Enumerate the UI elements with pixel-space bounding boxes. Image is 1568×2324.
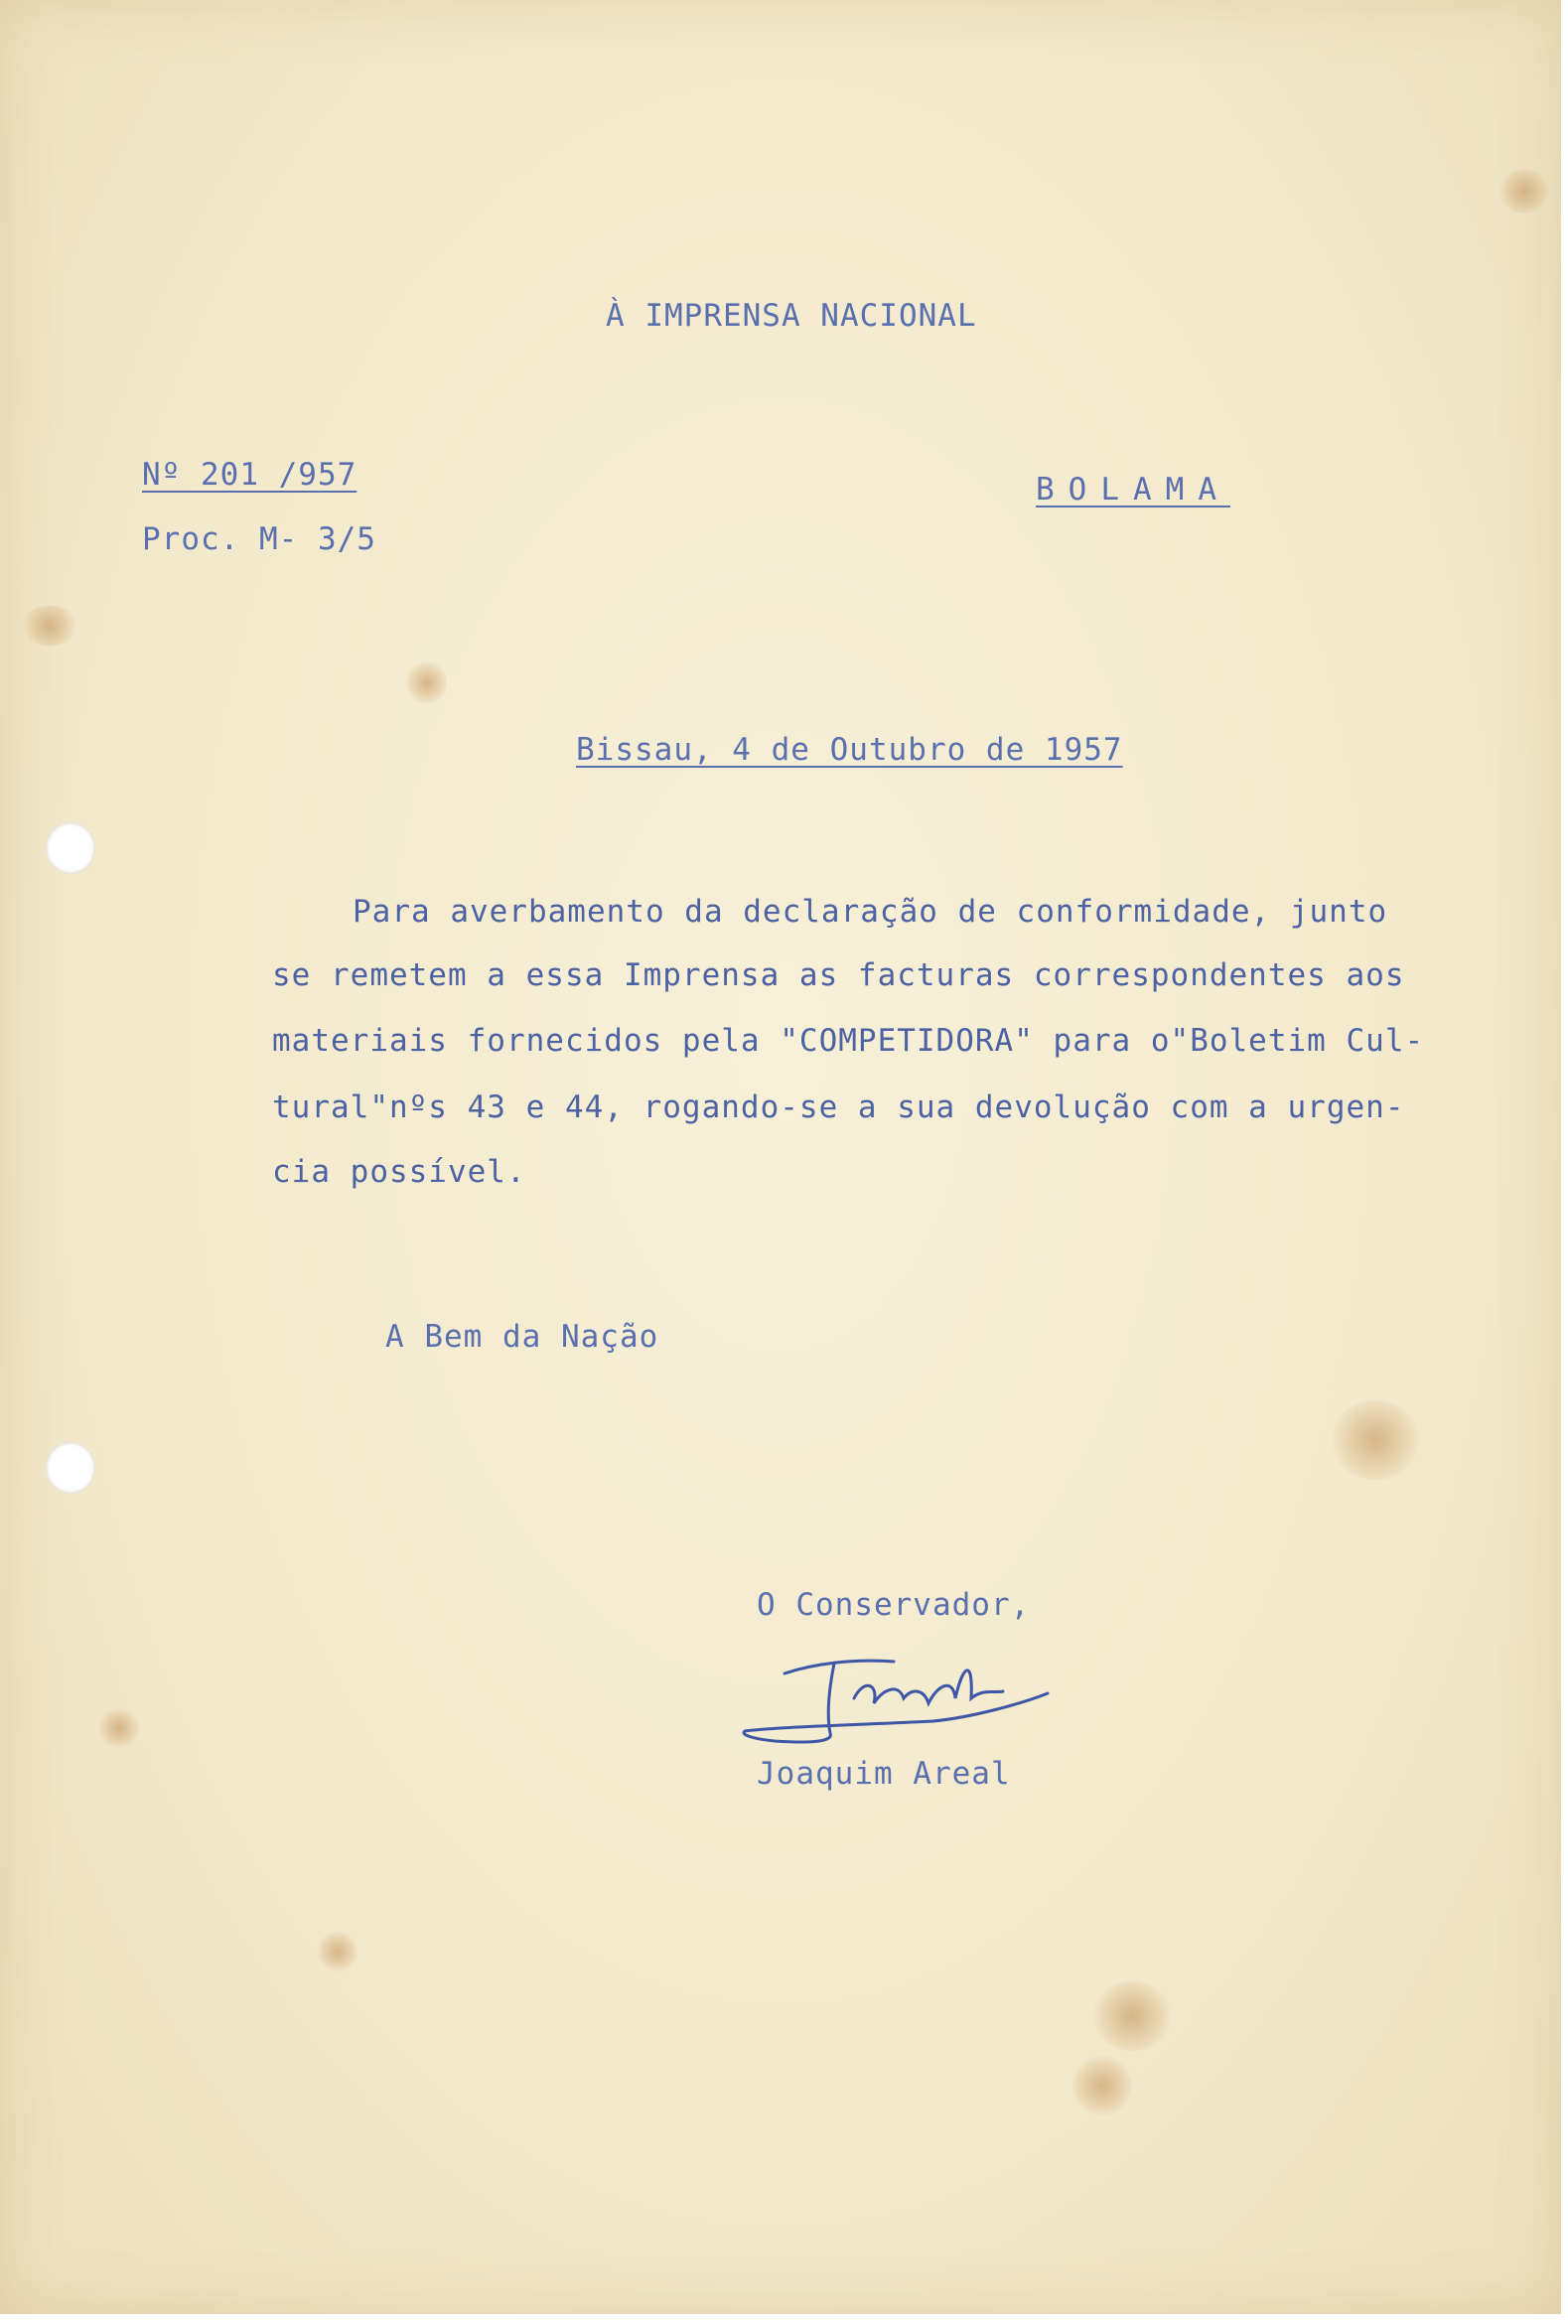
date-line: Bissau, 4 de Outubro de 1957 xyxy=(576,732,1123,768)
signer-name: Joaquim Areal xyxy=(757,1756,1011,1792)
stain-mark xyxy=(20,606,79,646)
stain-mark xyxy=(1499,169,1549,214)
recipient-heading: À IMPRENSA NACIONAL xyxy=(606,298,977,334)
destination-heading: BOLAMA xyxy=(1036,472,1230,508)
stain-mark xyxy=(1331,1400,1420,1480)
punch-hole-bottom xyxy=(46,1442,95,1494)
reference-number: Nº 201 /957 xyxy=(142,457,357,493)
stain-mark xyxy=(1072,2056,1132,2115)
process-number: Proc. M- 3/5 xyxy=(142,521,376,557)
closing-salutation: A Bem da Nação xyxy=(385,1319,659,1355)
stain-mark xyxy=(1092,1981,1172,2051)
body-line: Para averbamento da declaração de conformidade, junto xyxy=(353,894,1388,930)
body-line: materiais fornecidos pela "COMPETIDORA" para o"Boletim Cul- xyxy=(272,1023,1425,1059)
body-line: tural"nºs 43 e 44, rogando-se a sua devolução com a urgen- xyxy=(272,1089,1405,1125)
body-line: se remetem a essa Imprensa as facturas correspondentes aos xyxy=(272,957,1405,993)
punch-hole-top xyxy=(46,822,95,874)
body-line: cia possível. xyxy=(272,1154,526,1190)
stain-mark xyxy=(99,1708,139,1748)
stain-mark xyxy=(407,660,447,705)
handwritten-signature xyxy=(735,1644,1063,1753)
signer-title: O Conservador, xyxy=(757,1587,1031,1623)
stain-mark xyxy=(318,1932,357,1971)
